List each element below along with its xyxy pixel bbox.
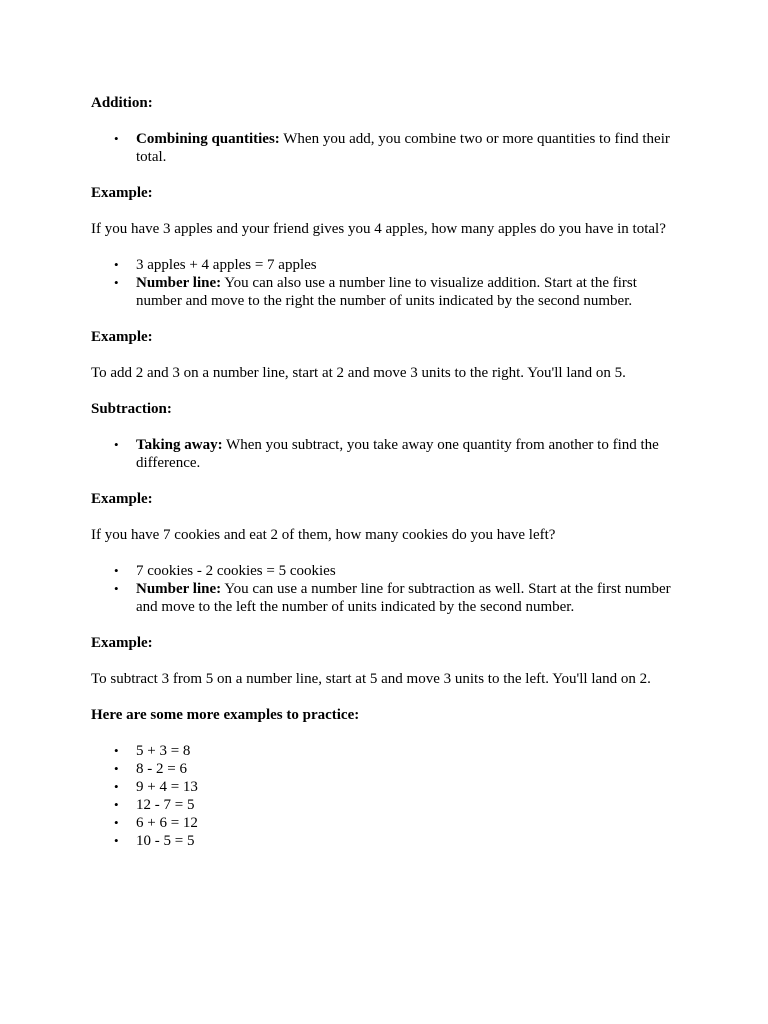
practice-heading: Here are some more examples to practice: xyxy=(91,707,360,723)
addition-heading: Addition: xyxy=(91,95,153,111)
practice-item: • 6 + 6 = 12 xyxy=(136,814,678,832)
bullet-text: When you add, you combine two or more quantities to find their total. xyxy=(136,131,670,165)
bullet-text: You can use a number line for subtraction as well. Start at the first number and move to the left the number of units indicated by the second number. xyxy=(136,581,671,615)
list-item xyxy=(136,274,678,310)
example-text: To add 2 and 3 on a number line, start at 2 and move 3 units to the right. You'll land on 5. xyxy=(91,365,626,381)
practice-item: • 5 + 3 = 8 xyxy=(136,742,678,760)
subtraction-detail-list xyxy=(91,562,678,616)
practice-item: • 12 - 7 = 5 xyxy=(136,796,678,814)
example-heading: Example: xyxy=(91,185,153,201)
example-text: To subtract 3 from 5 on a number line, start at 5 and move 3 units to the left. You'll land on 2. xyxy=(91,671,651,687)
bullet-term: Combining quantities: xyxy=(136,131,280,147)
equation-text: 7 cookies - 2 cookies = 5 cookies xyxy=(136,563,336,579)
list-item xyxy=(136,436,678,472)
example-question: If you have 7 cookies and eat 2 of them, how many cookies do you have left? xyxy=(91,527,556,543)
bullet-term: Taking away: xyxy=(136,437,223,453)
example-heading: Example: xyxy=(91,635,153,651)
example-heading: Example: xyxy=(91,329,153,345)
practice-item: • 9 + 4 = 13 xyxy=(136,778,678,796)
bullet-text: When you subtract, you take away one quantity from another to find the difference. xyxy=(136,437,659,471)
addition-concept-list xyxy=(91,130,678,166)
practice-item: • 10 - 5 = 5 xyxy=(136,832,678,850)
bullet-term: Number line: xyxy=(136,581,222,597)
practice-list xyxy=(91,742,678,850)
list-item xyxy=(136,562,678,580)
example-heading: Example: xyxy=(91,491,153,507)
bullet-text: You can also use a number line to visualize addition. Start at the first number and move to the right the number of units indicated by the second number. xyxy=(136,275,637,309)
list-item xyxy=(136,580,678,616)
bullet-term: Number line: xyxy=(136,275,222,291)
addition-detail-list xyxy=(91,256,678,310)
subtraction-heading: Subtraction: xyxy=(91,401,172,417)
example-question: If you have 3 apples and your friend gives you 4 apples, how many apples do you have in total? xyxy=(91,221,666,237)
equation-text: 3 apples + 4 apples = 7 apples xyxy=(136,257,317,273)
subtraction-concept-list xyxy=(91,436,678,472)
list-item xyxy=(136,256,678,274)
list-item xyxy=(136,130,678,166)
practice-item: • 8 - 2 = 6 xyxy=(136,760,678,778)
